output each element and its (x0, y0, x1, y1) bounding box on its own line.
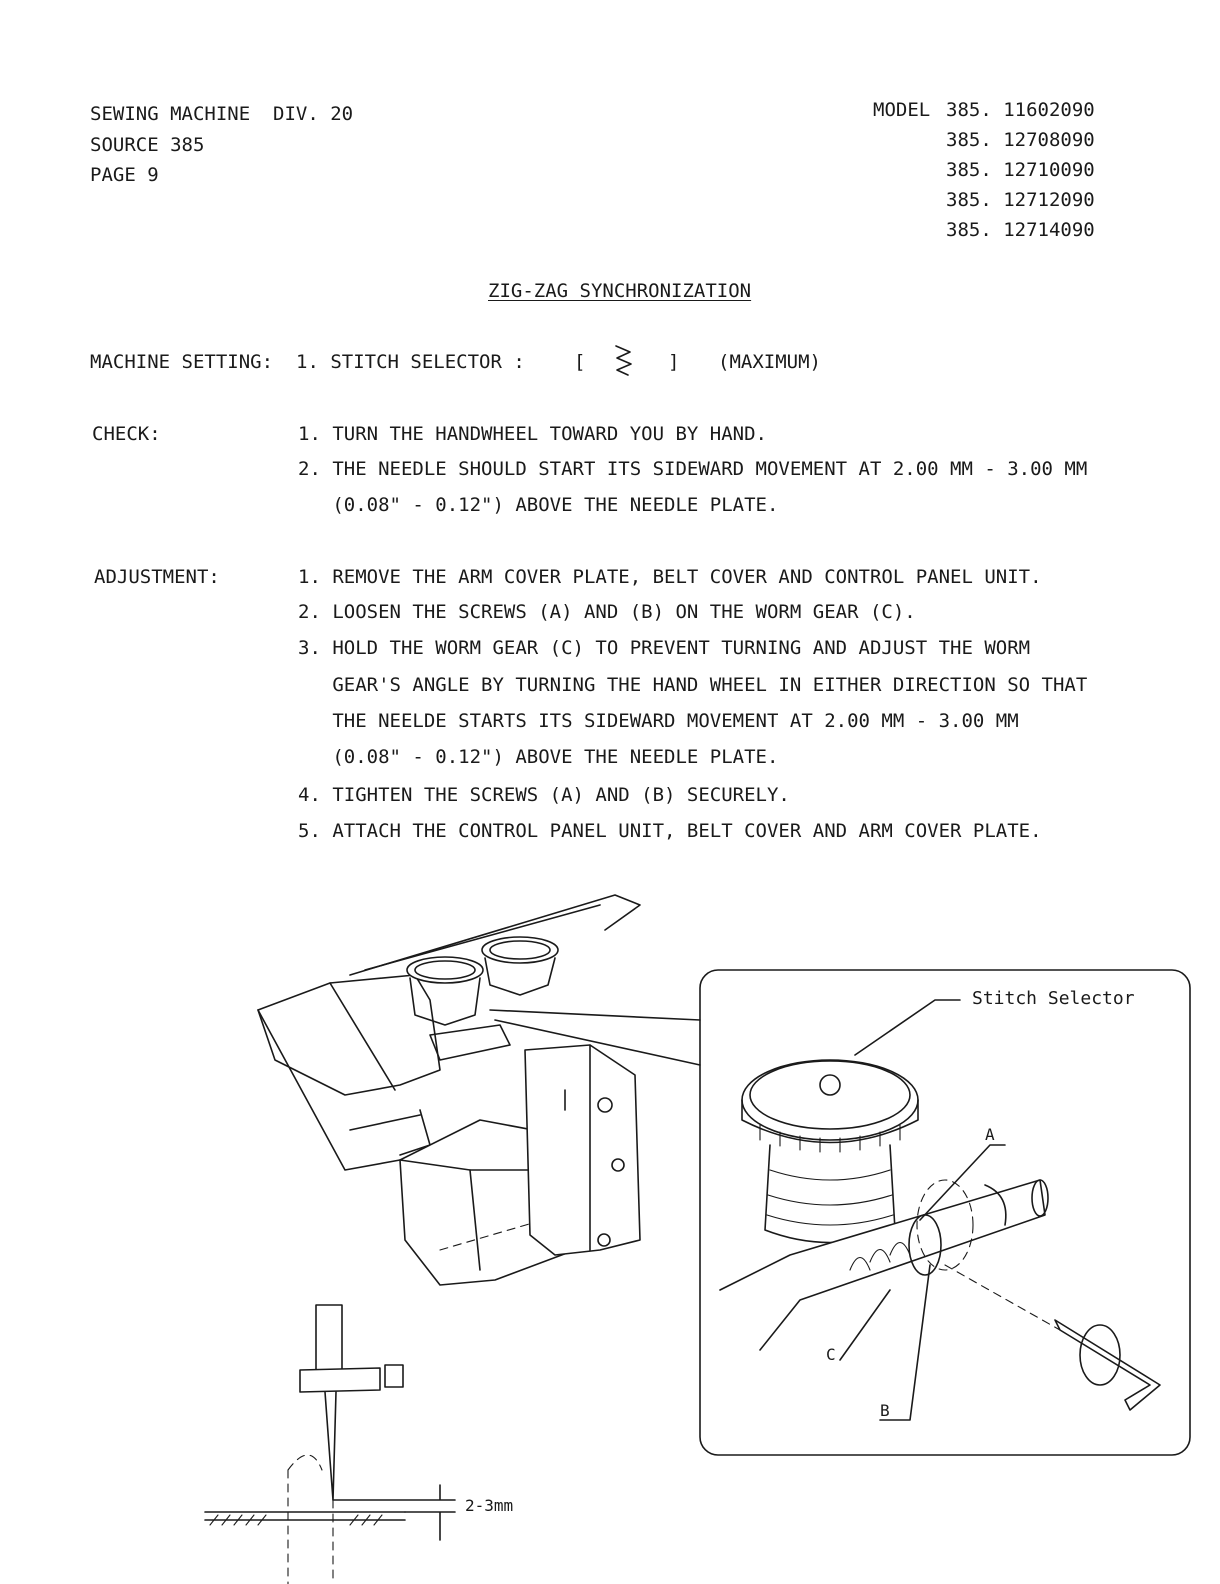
adjustment-step: 4. TIGHTEN THE SCREWS (A) AND (B) SECURELY. (298, 784, 790, 806)
adjustment-step: GEAR'S ANGLE BY TURNING THE HAND WHEEL IN EITHER DIRECTION SO THAT (298, 674, 1088, 696)
model-number: 385. 12708090 (946, 129, 1095, 151)
adjustment-step: 5. ATTACH THE CONTROL PANEL UNIT, BELT COVER AND ARM COVER PLATE. (298, 820, 1042, 842)
label-b: B (880, 1401, 890, 1420)
adjustment-step: 3. HOLD THE WORM GEAR (C) TO PREVENT TURNING AND ADJUST THE WORM (298, 637, 1031, 659)
setting-note: (MAXIMUM) (718, 351, 821, 373)
stitch-selector-label: Stitch Selector (972, 988, 1135, 1009)
bracket-close: ] (668, 351, 680, 373)
model-number: 385. 12712090 (946, 189, 1095, 211)
machine-setting-label: MACHINE SETTING: (90, 351, 274, 373)
header-division: SEWING MACHINE DIV. 20 (90, 103, 354, 125)
adjustment-step: 2. LOOSEN THE SCREWS (A) AND (B) ON THE WORM GEAR (C). (298, 601, 916, 623)
model-number: 385. 11602090 (946, 99, 1095, 121)
check-step: 2. THE NEEDLE SHOULD START ITS SIDEWARD MOVEMENT AT 2.00 MM - 3.00 MM (298, 458, 1088, 480)
header-page: PAGE 9 (90, 164, 159, 186)
adjustment-label: ADJUSTMENT: (94, 566, 220, 588)
bracket-open: [ (574, 351, 586, 373)
page-title: ZIG-ZAG SYNCHRONIZATION (488, 280, 752, 302)
model-number: 385. 12714090 (946, 219, 1095, 241)
check-label: CHECK: (92, 423, 161, 445)
model-label: MODEL (873, 99, 931, 121)
label-c: C (826, 1345, 836, 1364)
model-number: 385. 12710090 (946, 159, 1095, 181)
needle-gap-label: 2-3mm (465, 1496, 514, 1515)
adjustment-step: 1. REMOVE THE ARM COVER PLATE, BELT COVER AND CONTROL PANEL UNIT. (298, 566, 1042, 588)
header-source: SOURCE 385 (90, 134, 205, 156)
label-a: A (985, 1125, 995, 1144)
adjustment-step: THE NEELDE STARTS ITS SIDEWARD MOVEMENT AT 2.00 MM - 3.00 MM (298, 710, 1019, 732)
check-step: (0.08" - 0.12") ABOVE THE NEEDLE PLATE. (298, 494, 779, 516)
machine-setting-step: 1. STITCH SELECTOR : (296, 351, 525, 373)
adjustment-step: (0.08" - 0.12") ABOVE THE NEEDLE PLATE. (298, 746, 779, 768)
check-step: 1. TURN THE HANDWHEEL TOWARD YOU BY HAND. (298, 423, 767, 445)
